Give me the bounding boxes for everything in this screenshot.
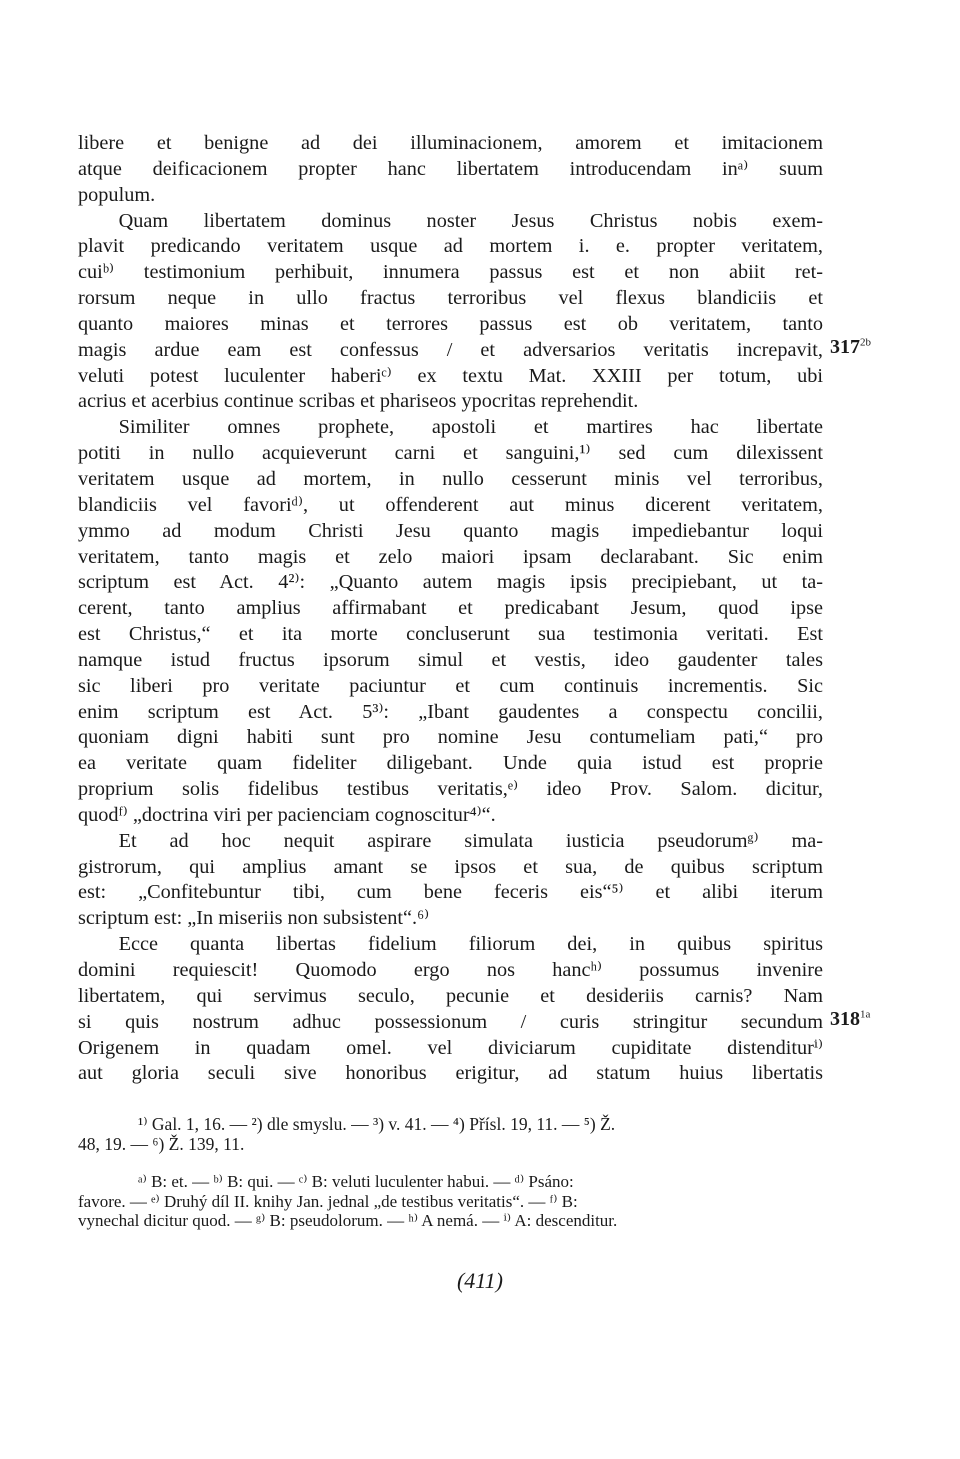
text-line: ymmo ad modum Christi Jesu quanto magis impediebantur loqui (78, 519, 823, 542)
folio-marker (830, 1008, 870, 1031)
text-line: aut gloria seculi sive honoribus erigitur, ad statum huius libertatis (78, 1062, 823, 1085)
text-line: enim scriptum est Act. 5³⁾: „Ibant gaudentes a conspectu concilii, (78, 700, 823, 723)
text-line: cerent, tanto amplius affirmabant et predicabant Jesum, quod ipse (78, 597, 823, 620)
page-number: (411) (456, 1268, 504, 1293)
main-text (78, 131, 823, 1087)
text-line: domini requiescit! Quomodo ergo nos hancʰ⁾ possumus invenire (78, 959, 823, 981)
text-line: libere et benigne ad dei illuminacionem, amorem et imitacionem (78, 132, 823, 154)
text-line: blandiciis vel favoriᵈ⁾, ut offenderent aut minus dicerent veritatem, (78, 493, 823, 516)
text-line: populum. (78, 183, 156, 206)
text-line: si quis nostrum adhuc possessionum / curis stringitur secundum (78, 1010, 823, 1033)
text-line: scriptum est Act. 4²⁾: „Quanto autem magis ipsis precipiebant, ut ta- (78, 571, 823, 594)
text-line: Ecce quanta libertas fidelium filiorum dei, in quibus spiritus (78, 933, 823, 956)
folio-side: 1a (860, 1008, 871, 1021)
variant-footnotes (78, 1172, 823, 1231)
text-line: acrius et acerbius continue scribas et phariseos ypocritas reprehendit. (78, 390, 639, 413)
folio-side: 2b (860, 336, 871, 349)
footnote-line: 48, 19. — ⁶) Ž. 139, 11. (78, 1133, 245, 1154)
text-line: ea veritate quam fideliter diligebant. Unde quia istud est proprie (78, 752, 823, 775)
footnote-line: vynechal dicitur quod. — ᵍ⁾ B: pseudolorum. — ʰ⁾ A nemá. — ⁱ⁾ A: descenditur. (78, 1211, 618, 1230)
text-line: Quam libertatem dominus noster Jesus Christus nobis exem- (78, 209, 823, 232)
footnote-line: favore. — ᵉ⁾ Druhý díl II. knihy Jan. jednal „de testibus veritatis“. — ᶠ⁾ B: (78, 1191, 578, 1211)
text-line: veluti potest luculenter haberiᶜ⁾ ex textu Mat. XXIII per totum, ubi (78, 364, 823, 387)
text-line: veritatem usque ad mortem, in nullo cesserunt minis vel terroribus, (78, 467, 823, 490)
text-line: est Christus,“ et ita morte concluserunt sua testimonia veritati. Est (78, 623, 823, 646)
source-footnotes (78, 1115, 823, 1154)
text-line: Et ad hoc nequit aspirare simulata iusticia pseudorumᵍ⁾ ma- (78, 829, 823, 852)
text-line: veritatem, tanto magis et zelo maiori ipsam declarabant. Sic enim (78, 545, 823, 568)
text-line: plavit predicando veritatem usque ad mortem i. e. propter veritatem, (78, 235, 823, 258)
text-line: magis ardue eam est confessus / et adversarios veritatis increpavit, (78, 338, 823, 361)
footnote-line: ᵃ⁾ B: et. — ᵇ⁾ B: qui. — ᶜ⁾ B: veluti luculenter habui. — ᵈ⁾ Psáno: (138, 1172, 574, 1191)
text-line: Origenem in quadam omel. vel diviciarum cupiditate distenditurⁱ⁾ (78, 1036, 823, 1059)
text-line: atque deificacionem propter hanc libertatem introducendam inᵃ⁾ suum (78, 157, 823, 180)
text-line: scriptum est: „In miseriis non subsistent“.⁶⁾ (78, 907, 430, 930)
text-line: gistrorum, qui amplius amant se ipsos et sua, de quibus scriptum (78, 855, 823, 878)
text-line: quoniam digni habiti sunt pro nomine Jesu contumeliam pati,“ pro (78, 726, 823, 749)
folio-number: 317 (830, 335, 860, 358)
text-line: potiti in nullo acquieverunt carni et sanguini,¹⁾ sed cum dilexissent (78, 442, 823, 465)
text-line: sic liberi pro veritate paciuntur et cum continuis incrementis. Sic (78, 674, 823, 697)
text-line: cuiᵇ⁾ testimonium perhibuit, innumera passus est et non abiit ret- (78, 261, 823, 284)
text-line: quanto maiores minas et terrores passus est ob veritatem, tanto (78, 312, 823, 335)
text-line: libertatem, qui servimus seculo, pecunie et desideriis carnis? Nam (78, 984, 823, 1007)
text-line: rorsum neque in ullo fractus terroribus vel flexus blandiciis et (78, 287, 823, 310)
text-line: Similiter omnes prophete, apostoli et martires hac libertate (78, 416, 823, 439)
folio-marker (830, 336, 871, 359)
text-line: est: „Confitebuntur tibi, cum bene feceris eis“⁵⁾ et alibi iterum (78, 881, 823, 904)
footnote-line: ¹⁾ Gal. 1, 16. — ²) dle smyslu. — ³) v. 41. — ⁴) Přísl. 19, 11. — ⁵) Ž. (138, 1114, 616, 1134)
text-line: quodᶠ⁾ „doctrina viri per pacienciam cognoscitur⁴⁾“. (78, 803, 496, 826)
folio-number: 318 (830, 1007, 860, 1030)
text-line: proprium solis fidelibus testibus veritatis,ᵉ⁾ ideo Prov. Salom. dicitur, (78, 778, 823, 801)
text-line: namque istud fructus ipsorum simul et vestis, ideo gaudenter tales (78, 648, 823, 671)
